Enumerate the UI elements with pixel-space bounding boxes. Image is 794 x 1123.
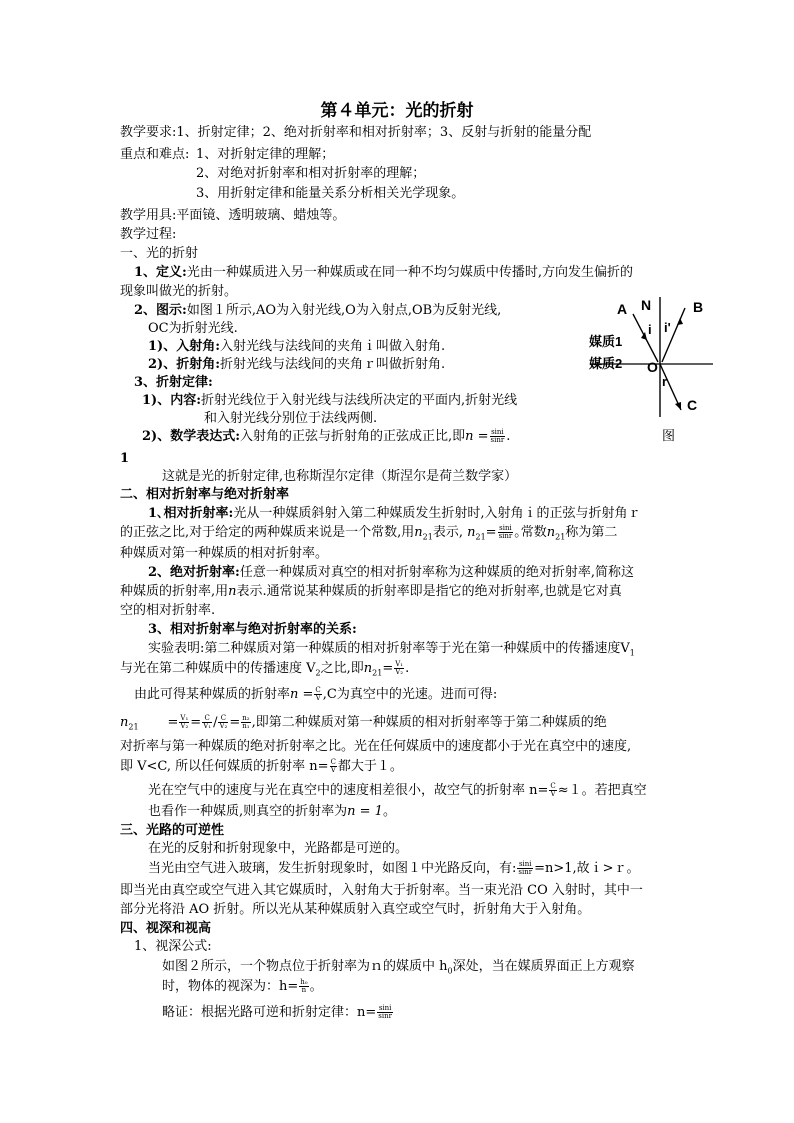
- sin-fraction-4: [377, 1005, 393, 1020]
- section-4-heading: 四、视深和视高: [120, 921, 212, 936]
- math-label: 2)、数学表达式:: [142, 429, 240, 444]
- dot-2: .: [405, 661, 410, 676]
- refraction-label: 2)、折射角:: [148, 357, 220, 372]
- apparent-depth-line-2: [162, 978, 323, 995]
- chain-text: ,即第二种媒质对第一种媒质的相对折射率等于第二种媒质的绝: [251, 715, 607, 730]
- air-line-2: [148, 803, 396, 820]
- key-point-2: 2、对绝对折射率和相对折射率的理解；: [196, 166, 426, 181]
- n-equals-2: n =: [290, 687, 314, 702]
- c-v-fraction: [314, 687, 321, 702]
- frac-num: sini: [378, 1004, 392, 1012]
- incidence-angle-line: [148, 338, 445, 355]
- reflected-arrow: [677, 318, 683, 325]
- n21-sub-5: 21: [128, 722, 139, 732]
- equals: =: [485, 525, 497, 540]
- teaching-requirements: 教学要求:1、折射定律；2、绝对折射率和相对折射率；3、反射与折射的能量分配: [120, 125, 592, 140]
- content-text-2: 和入射光线分别位于法线两侧.: [204, 411, 378, 426]
- experiment-text: 实验表明:第二种媒质对第一种媒质的相对折射率等于光在第一种媒质中的传播速度V: [148, 641, 630, 656]
- n21-sub-4: 21: [372, 668, 383, 678]
- definition-label: 1、定义:: [134, 265, 187, 280]
- math-line: [142, 428, 510, 445]
- n-symbol: n: [228, 584, 237, 599]
- proof-line: [162, 1004, 394, 1021]
- label-c: C: [687, 397, 698, 413]
- n21-sub: 21: [422, 532, 433, 542]
- v-fraction: [394, 661, 404, 676]
- absolute-index-text: 任意一种媒质对真空的相对折射率称为这种媒质的绝对折射率,简称这: [239, 565, 634, 580]
- key-points-label: 重点和难点:: [120, 147, 190, 162]
- definition-line: [134, 264, 633, 281]
- frac-num: sini: [518, 860, 532, 868]
- depth-text-1: 如图２所示，一个物点位于折射率为ｎ的媒质中 h: [162, 959, 448, 974]
- v2-sub: 2: [315, 668, 321, 678]
- equals-5: =: [229, 715, 241, 730]
- chain-text-3b: 都大于１。: [337, 759, 403, 774]
- rel-text-b: 表示,: [432, 525, 463, 540]
- v-fraction-2: [179, 715, 189, 730]
- frac-den: V₁: [203, 722, 212, 730]
- sin-fraction: [490, 429, 506, 444]
- reversibility-text-1: 在光的反射和折射现象中，光路都是可逆的。: [148, 841, 409, 856]
- sin-fraction-2: [498, 525, 514, 540]
- content-text: 折射光线位于入射光线与法线所决定的平面内,折射光线: [201, 393, 518, 408]
- relation-heading: 3、相对折射率与绝对折射率的关系:: [148, 622, 357, 637]
- frac-num: C: [202, 715, 212, 723]
- section-2-heading: 二、相对折射率与绝对折射率: [120, 487, 290, 502]
- frac-den: sinr: [498, 532, 513, 540]
- n21-symbol: n: [414, 525, 423, 540]
- definition-text-2: 现象叫做光的折射。: [120, 284, 238, 299]
- equals-4: =: [190, 715, 202, 730]
- frac-den: V: [550, 790, 556, 798]
- math-text: 入射角的正弦与折射角的正弦成正比,即: [240, 429, 466, 444]
- chain-text-3a: 即 V<C, 所以任何媒质的折射率 n=: [120, 759, 329, 774]
- figure-caption-number: 1: [120, 451, 130, 466]
- teaching-process: 教学过程:: [120, 227, 177, 242]
- n-equals: n =: [465, 429, 489, 444]
- frac-den: V: [315, 694, 321, 702]
- label-a: A: [617, 301, 628, 317]
- n21-symbol-3: n: [546, 525, 556, 540]
- reversibility-line-2: [148, 860, 640, 877]
- depth-text-1b: 深处，当在媒质界面正上方观察: [452, 959, 635, 974]
- rev-text-2a: 当光由空气进入玻璃，发生折射现象时，如图１中光路反向，有:: [148, 861, 517, 876]
- sin-fraction-3: [517, 861, 533, 876]
- n21-sub-2: 21: [475, 532, 486, 542]
- rel-text-d: 称为第二: [565, 525, 618, 540]
- frac-num: C: [218, 715, 228, 723]
- reversibility-text-3: 即当光由真空或空气进入其它媒质时，入射角大于折射率。当一束光沿 CO 入射时，其中一: [120, 883, 643, 898]
- n-fraction: [241, 715, 250, 730]
- apparent-depth-heading: 1、视深公式:: [134, 939, 212, 954]
- exp-text-a: 与光在第二种媒质中的传播速度 V: [120, 661, 316, 676]
- dot: .: [506, 429, 511, 444]
- air-text-b: ≈１。若把真空: [557, 783, 647, 798]
- absolute-index-line: [148, 564, 634, 581]
- frac-den: V₂: [180, 722, 189, 730]
- key-point-3: 3、用折射定律和能量关系分析相关光学现象。: [196, 186, 465, 201]
- snell-law-text: 这就是光的折射定律,也称斯涅尔定律（斯涅尔是荷兰数学家）: [162, 469, 518, 484]
- c-v-fraction-3: [549, 783, 556, 798]
- depth-text-2a: 时，物体的视深为：h=: [162, 979, 299, 994]
- derive-line: [134, 686, 497, 703]
- label-medium-1: 媒质1: [589, 334, 623, 349]
- figure-text-2: OC为折射光线.: [148, 321, 238, 336]
- chain-line-3: [120, 758, 403, 775]
- air-end: 。: [382, 804, 396, 819]
- frac-num: C: [550, 782, 556, 790]
- definition-text: 光由一种媒质进入另一种媒质或在同一种不均匀媒质中传播时,方向发生偏折的: [186, 265, 633, 280]
- n21-symbol-5: n: [120, 715, 129, 730]
- relative-index-line-3: 种媒质对第一种媒质的相对折射率。: [120, 546, 329, 561]
- c-v1-fraction: [202, 715, 212, 730]
- equals-3: =: [167, 715, 179, 730]
- refraction-diagram: [585, 292, 715, 442]
- label-i-prime: i': [664, 320, 671, 335]
- rev-text-2b: =n>1,故ｉ>ｒ。: [534, 861, 640, 876]
- refracted-arrow: [675, 402, 681, 410]
- reflected-ray: [662, 308, 685, 362]
- label-i: i: [648, 322, 652, 337]
- equals-2: =: [382, 661, 394, 676]
- label-medium-2: 媒质2: [589, 356, 623, 371]
- content-line: [142, 392, 517, 409]
- frac-den: sinr: [378, 1012, 392, 1020]
- frac-num: V₁: [180, 714, 189, 722]
- frac-den: n₁: [242, 722, 250, 730]
- teaching-tools: 教学用具:平面镜、透明玻璃、蜡烛等。: [120, 208, 346, 223]
- reversibility-text-4: 部分光将沿 AO 折射。所以光从某种媒质射入真空或空气时，折射角大于入射角。: [120, 902, 591, 917]
- absolute-index-line-2: [120, 583, 622, 600]
- section-1-heading: 一、光的折射: [120, 246, 199, 261]
- frac-num: n₂: [242, 714, 250, 722]
- incidence-text: 入射光线与法线间的夹角ｉ叫做入射角.: [220, 339, 446, 354]
- frac-num: V₁: [395, 660, 404, 668]
- relative-index-label: 1､相对折射率:: [148, 506, 234, 521]
- frac-den: sinr: [490, 436, 505, 444]
- absolute-index-label: 2、绝对折射率:: [148, 565, 240, 580]
- frac-den: V₂: [219, 722, 228, 730]
- abs-text-a: 种媒质的折射率,用: [120, 584, 229, 599]
- c-v-fraction-2: [330, 759, 337, 774]
- n21-symbol-2: n: [467, 525, 476, 540]
- n-equals-one: n = 1: [347, 804, 383, 819]
- air-text-a: 光在空气中的速度与光在真空中的速度相差很小，故空气的折射率 n=: [148, 783, 549, 798]
- h0-sub: 0: [447, 966, 453, 976]
- derive-text-b: ,C为真空中的光速。进而可得:: [322, 687, 498, 702]
- frac-num: sini: [491, 428, 504, 436]
- frac-num: h₀: [300, 978, 308, 986]
- refraction-text: 折射光线与法线间的夹角ｒ叫做折射角.: [220, 357, 446, 372]
- figure-label: 2、图示:: [134, 303, 187, 318]
- n21-sub-3: 21: [555, 532, 566, 542]
- section-3-heading: 三、光路的可逆性: [120, 823, 225, 838]
- frac-den: sinr: [518, 868, 533, 876]
- frac-num: sini: [499, 524, 512, 532]
- frac-num: C: [330, 758, 336, 766]
- n21-symbol-4: n: [363, 661, 373, 676]
- page-title: 第４单元：光的折射: [320, 101, 474, 121]
- key-point-1: 1、对折射定律的理解；: [196, 147, 335, 162]
- label-b: B: [693, 299, 704, 315]
- relative-index-line: [148, 505, 641, 522]
- figure-line: [134, 302, 501, 319]
- derive-text-a: 由此可得某种媒质的折射率: [134, 687, 291, 702]
- frac-den: V₂: [395, 668, 404, 676]
- frac-den: n: [301, 986, 307, 994]
- figure-caption: 图: [662, 429, 676, 444]
- relative-index-text: 光从一种媒质斜射入第二种媒质发生折射时,入射角ｉ的正弦与折射角ｒ: [233, 506, 641, 521]
- relative-index-line-2: [120, 524, 617, 546]
- exp-text-b: 之比,即: [320, 661, 364, 676]
- label-o: O: [647, 359, 658, 375]
- c-v2-fraction: [218, 715, 228, 730]
- law-label: 3、折射定律:: [134, 375, 213, 390]
- incidence-label: 1)、入射角:: [148, 339, 220, 354]
- h-n-fraction: [299, 979, 308, 994]
- air-line: [148, 782, 647, 799]
- absolute-index-line-3: 空的相对折射率.: [120, 603, 216, 618]
- label-n: N: [641, 297, 652, 313]
- content-label: 1)、内容:: [142, 393, 201, 408]
- depth-dot: 。: [309, 979, 323, 994]
- incident-arrow: [641, 332, 647, 340]
- apparent-depth-line-1: [162, 958, 635, 980]
- frac-num: C: [315, 686, 321, 694]
- air-text-2: 也看作一种媒质,则真空的折射率为: [148, 804, 348, 819]
- abs-text-b: 表示.通常说某种媒质的折射率即是指它的绝对折射率,也就是它对真: [236, 584, 622, 599]
- figure-text: 如图１所示,AO为入射光线,O为入射点,OB为反射光线,: [186, 303, 502, 318]
- refraction-angle-line: [148, 356, 445, 373]
- label-r: r: [662, 374, 668, 389]
- experiment-line-2: [120, 660, 409, 682]
- rel-text-c: ｡常数: [514, 525, 547, 540]
- chain-line: $n_{21}$ = $\frac{\text{V₁}}{\text{V₂}}$ = $\frac{C}{\text{V₁}}$ / $\frac{C}{\text{V₂}}$ = $\frac{\text{n₂}}{\text{n₁}}$ ,即第二种媒质对第一种媒质的相对折射率等于第二种媒质的绝: [120, 714, 607, 732]
- proof-text: 略证：根据光路可逆和折射定律：n=: [162, 1005, 377, 1020]
- rel-text-a: 的正弦之比,对于给定的两种媒质来说是一个常数,用: [120, 525, 415, 540]
- chain-line-2: 对折率与第一种媒质的绝对折射率之比。光在任何媒质中的速度都小于光在真空中的速度,: [120, 739, 632, 754]
- experiment-line: [148, 640, 635, 662]
- frac-den: V: [330, 766, 336, 774]
- v1-sub: 1: [629, 648, 635, 658]
